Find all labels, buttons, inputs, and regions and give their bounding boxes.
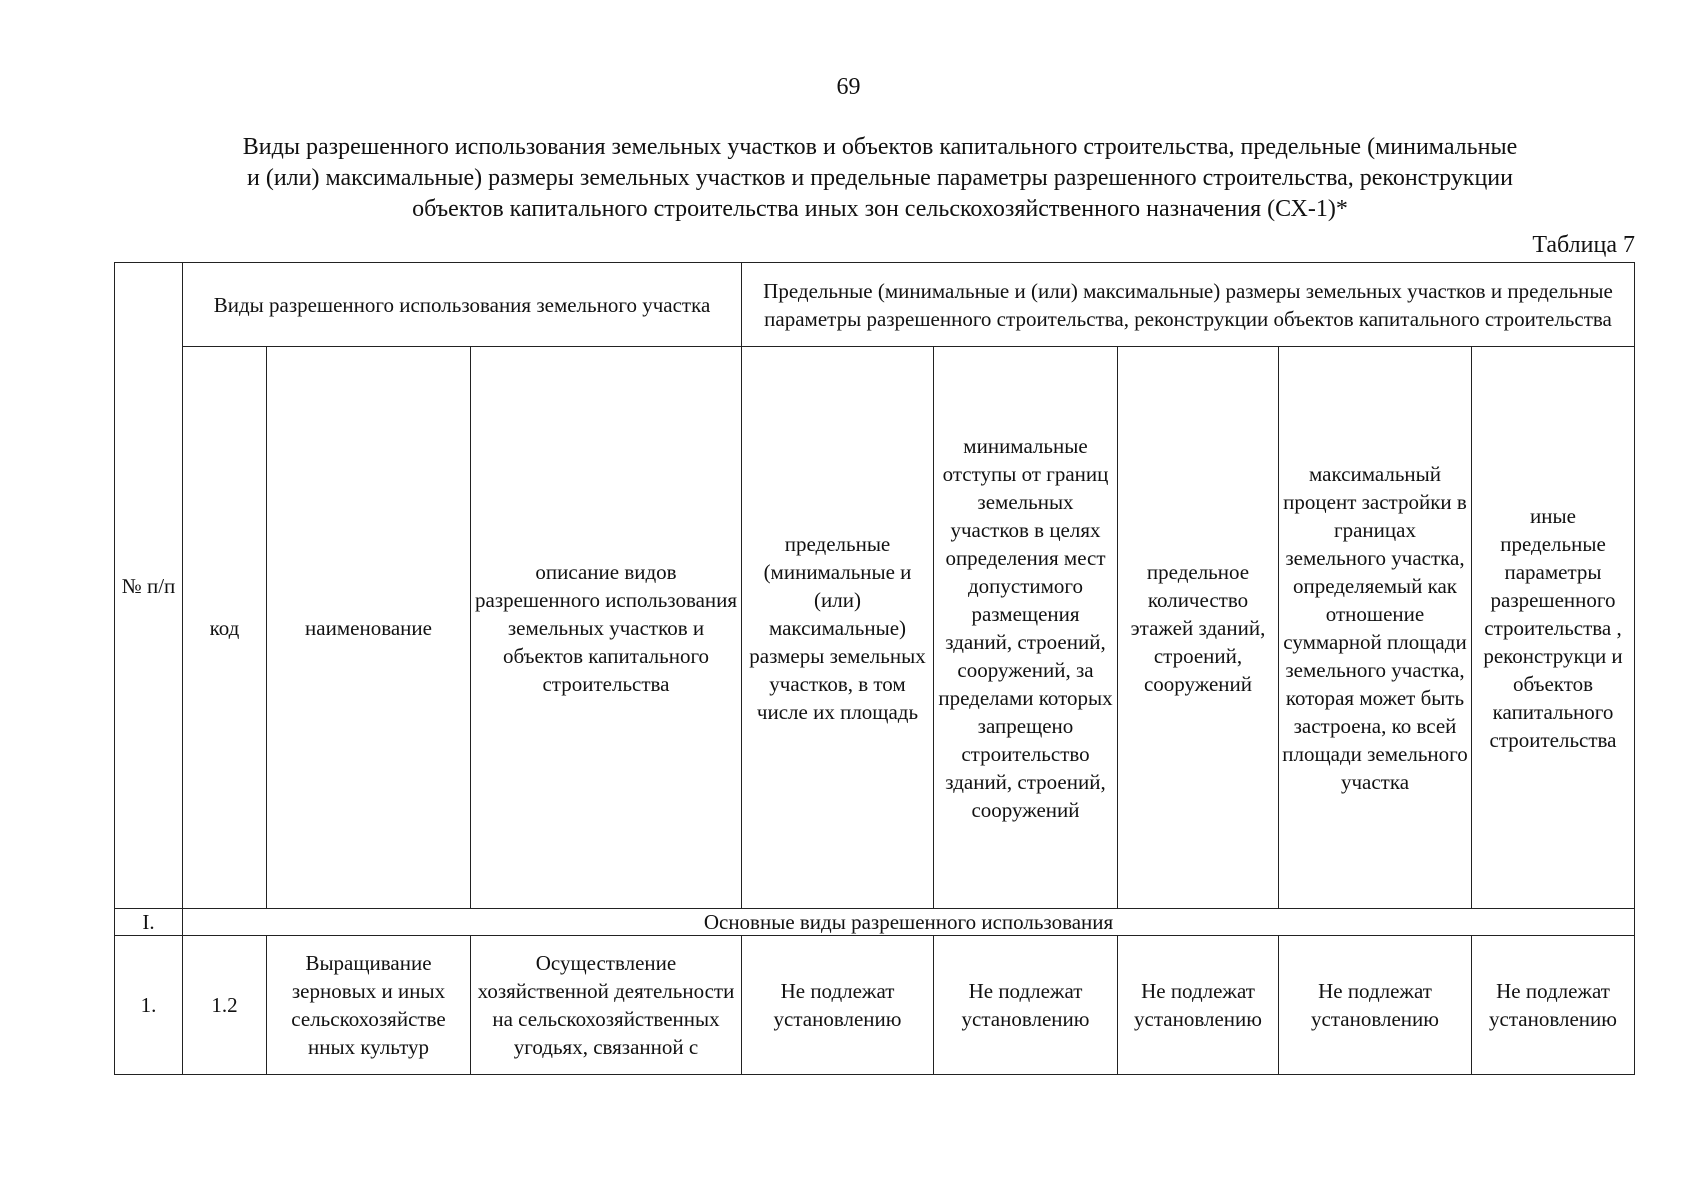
header-group-types: Виды разрешенного использования земельного участка xyxy=(183,263,742,347)
header-group-limits: Предельные (минимальные и (или) максимальные) размеры земельных участков и предельные параметры разрешенного строительства, реконструкции объектов капитального строительства xyxy=(742,263,1635,347)
row-num: 1. xyxy=(115,936,183,1075)
table-row xyxy=(115,936,1635,1075)
header-code: код xyxy=(183,347,267,909)
table-label: Таблица 7 xyxy=(1532,232,1635,258)
section-row xyxy=(115,909,1635,936)
header-size-limits: предельные (минимальные и (или) максимальные) размеры земельных участков, в том числе их площадь xyxy=(742,347,934,909)
row-name: Выращивание зерновых и иных сельскохозяйстве нных культур xyxy=(267,936,471,1075)
header-floors: предельное количество этажей зданий, строений, сооружений xyxy=(1118,347,1279,909)
header-coverage: максимальный процент застройки в границах земельного участка, определяемый как отношение суммарной площади земельного участка, которая может быть застроена, ко всей площади земельного участка xyxy=(1279,347,1472,909)
title-line: и (или) максимальные) размеры земельных участков и предельные параметры разрешенного строительства, реконструкции xyxy=(247,165,1513,191)
header-name: наименование xyxy=(267,347,471,909)
title-line: Виды разрешенного использования земельных участков и объектов капитального строительства, предельные (минимальные xyxy=(242,134,1518,160)
zoning-table xyxy=(114,262,1635,1075)
header-num: № п/п xyxy=(115,263,183,909)
row-coverage: Не подлежат установлению xyxy=(1279,936,1472,1075)
row-other: Не подлежат установлению xyxy=(1472,936,1635,1075)
header-setbacks: минимальные отступы от границ земельных участков в целях определения мест допустимого размещения зданий, строений, сооружений, за пределами которых запрещено строительство зданий, строений, сооружений xyxy=(934,347,1118,909)
title-line: объектов капитального строительства иных зон сельскохозяйственного назначения (СХ-1)* xyxy=(412,196,1348,222)
row-size-limits: Не подлежат установлению xyxy=(742,936,934,1075)
section-title: Основные виды разрешенного использования xyxy=(183,909,1635,936)
page-number: 69 xyxy=(836,74,861,100)
row-floors: Не подлежат установлению xyxy=(1118,936,1279,1075)
document-title xyxy=(115,132,1645,225)
header-other: иные предельные параметры разрешенного строительства , реконструкци и объектов капитального строительства xyxy=(1472,347,1635,909)
section-num: I. xyxy=(115,909,183,936)
row-setbacks: Не подлежат установлению xyxy=(934,936,1118,1075)
row-description: Осуществление хозяйственной деятельности на сельскохозяйственных угодьях, связанной с xyxy=(471,936,742,1075)
header-description: описание видов разрешенного использования земельных участков и объектов капитального строительства xyxy=(471,347,742,909)
row-code: 1.2 xyxy=(183,936,267,1075)
